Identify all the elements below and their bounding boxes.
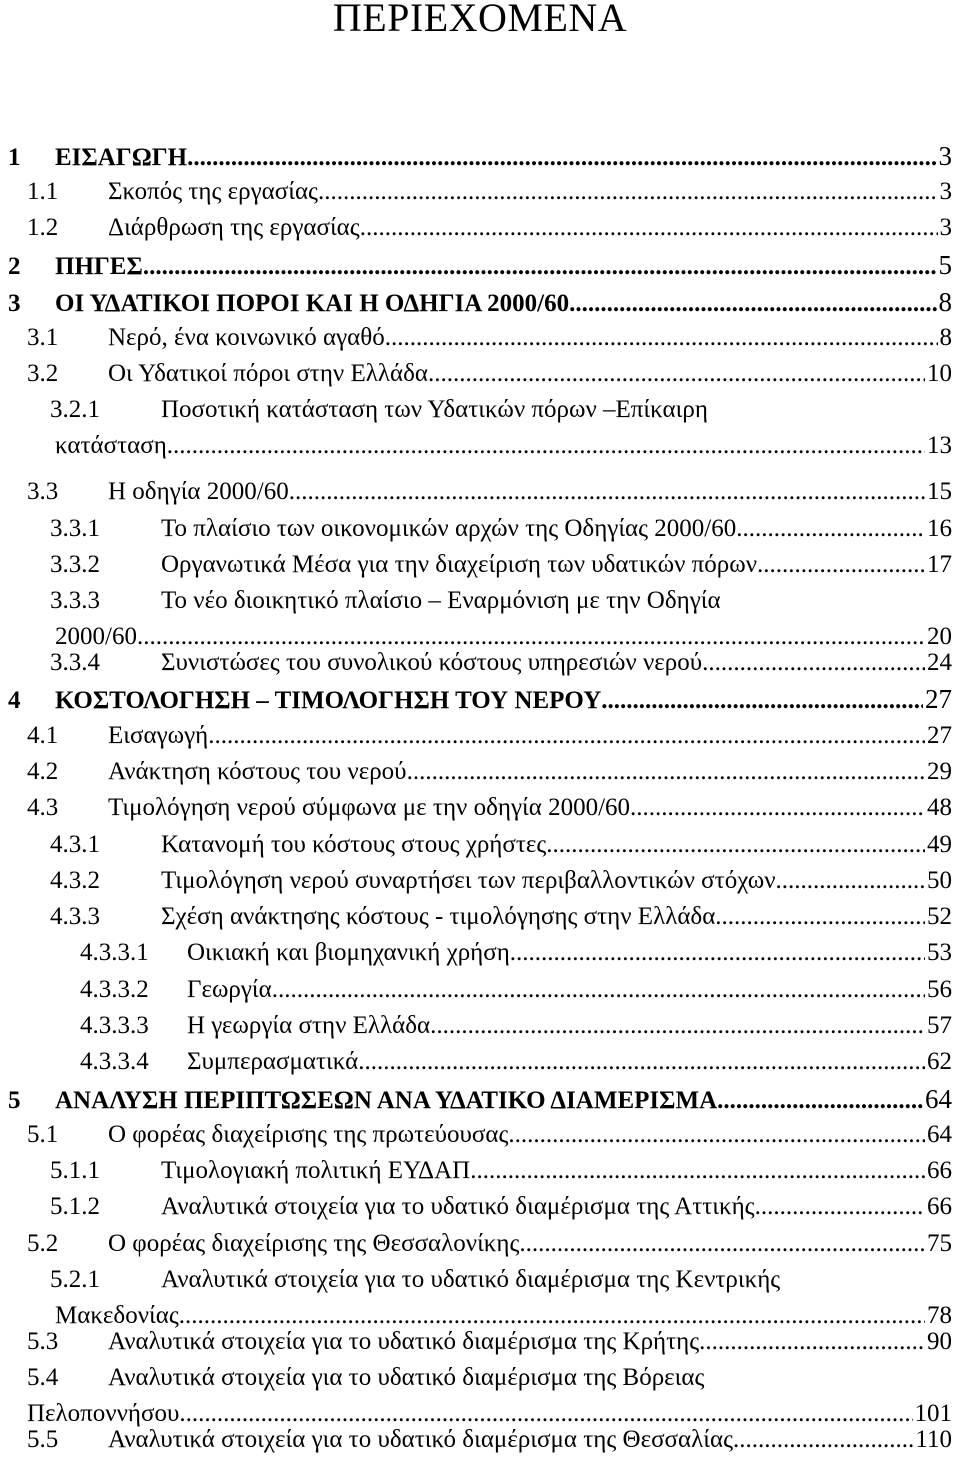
toc-entry-page-number: 50 [927,867,952,894]
toc-entry-line [27,1360,952,1396]
toc-entry-line [50,1262,952,1298]
toc-entry-line [55,428,952,464]
toc-entry-number: 5.4 [27,1364,59,1391]
toc-entry-title-continuation: Πελοποννήσου [27,1400,180,1427]
toc-entry-title: ΚΟΣΤΟΛΟΓΗΣΗ – ΤΙΜΟΛΟΓΗΣΗ ΤΟΥ ΝΕΡΟΥ [55,687,602,714]
toc-entry-page-number: 57 [927,1012,952,1039]
toc-entry-page-number: 75 [927,1230,952,1257]
toc-entry-title: Οργανωτικά Μέσα για την διαχείριση των υδατικών πόρων [161,551,758,578]
toc-entry-line [50,863,952,899]
toc-entry-page-number: 52 [927,903,952,930]
toc-entry-page-number: 66 [927,1193,952,1220]
toc-entry-number: 3 [8,290,21,317]
toc-entry-number: 5.1.1 [50,1157,100,1184]
toc-entry-line [8,681,952,717]
toc-entry-page-number: 10 [927,360,952,387]
dot-leader [272,972,925,1008]
toc-entry[interactable] [50,1189,952,1225]
dot-leader [755,1189,925,1225]
toc-entry-title-continuation: κατάσταση [55,432,167,459]
toc-entry-number: 3.3.3 [50,587,100,614]
dot-leader [717,1083,923,1119]
toc-entry[interactable] [50,547,952,583]
toc-entry-line [50,1189,952,1225]
toc-entry-title: Σκοπός της εργασίας [108,178,318,205]
toc-entry-title-continuation: 2000/60 [55,623,137,650]
toc-entry-page-number: 62 [927,1048,952,1075]
toc-entry[interactable] [27,320,952,356]
toc-entry[interactable] [80,972,952,1008]
toc-entry-line [50,827,952,863]
toc-entry[interactable] [27,1117,952,1153]
toc-entry[interactable] [50,1153,952,1189]
toc-entry-line [27,474,952,510]
toc-entry[interactable] [50,827,952,863]
toc-entry-number: 5.1.2 [50,1193,100,1220]
dot-leader [289,474,925,510]
toc-entry-line [27,1117,952,1153]
toc-entry-page-number: 53 [927,939,952,966]
dot-leader [757,547,925,583]
toc-entry-line [50,392,952,428]
toc-entry-number: 4.3 [27,794,59,821]
toc-entry[interactable] [8,138,952,174]
toc-entry-number: 4.2 [27,758,59,785]
toc-entry[interactable] [27,210,952,246]
dot-leader [569,286,936,322]
toc-entry-number: 5.1 [27,1121,59,1148]
toc-entry-line [27,790,952,826]
toc-entry[interactable] [50,392,952,464]
toc-entry-title: Γεωργία [187,976,272,1003]
page-title: ΠΕΡΙΕΧΟΜΕΝΑ [332,0,628,40]
toc-entry-page-number: 5 [938,250,952,280]
toc-entry-title: ΟΙ ΥΔΑΤΙΚΟΙ ΠΟΡΟΙ ΚΑΙ Η ΟΔΗΓΙΑ 2000/60 [55,290,570,317]
toc-entry-number: 3.1 [27,324,59,351]
toc-entry-number: 1.1 [27,178,59,205]
toc-entry-title: Τιμολόγηση νερού συναρτήσει των περιβαλλοντικών στόχων [161,867,776,894]
toc-entry-number: 4.3.2 [50,867,100,894]
toc-entry-title: Αναλυτικά στοιχεία για το υδατικό διαμέρισμα της Βόρειας [108,1364,705,1391]
toc-entry-title: Τιμολογιακή πολιτική ΕΥΔΑΠ [161,1157,471,1184]
toc-entry-title: Εισαγωγή [108,722,209,749]
toc-entry-page-number: 90 [927,1328,952,1355]
toc-entry-line [8,284,952,320]
toc-entry-line [27,174,952,210]
toc-entry-line [27,754,952,790]
toc-entry-line [8,138,952,174]
toc-entry[interactable] [50,863,952,899]
toc-entry-number: 5.2.1 [50,1266,100,1293]
toc-entry-number: 3.3 [27,478,59,505]
toc-entry-title: Η γεωργία στην Ελλάδα [187,1012,431,1039]
toc-entry-page-number: 17 [927,551,952,578]
toc-entry-number: 3.3.2 [50,551,100,578]
toc-entry-title-continuation: Μακεδονίας [55,1302,179,1329]
dot-leader [736,511,925,547]
toc-entry[interactable] [8,681,952,717]
toc-entry-title: Αναλυτικά στοιχεία για το υδατικό διαμέρισμα της Κρήτης [108,1328,700,1355]
toc-entry-number: 3.2 [27,360,59,387]
toc-entry[interactable] [50,899,952,935]
toc-entry[interactable] [50,511,952,547]
toc-entry-line [50,547,952,583]
toc-entry-page-number: 64 [927,1121,952,1148]
toc-entry-title: Τιμολόγηση νερού σύμφωνα με την οδηγία 2000/60 [108,794,631,821]
toc-entry-page-number: 27 [925,684,952,714]
dot-leader [546,827,925,863]
toc-entry-title: Η οδηγία 2000/60 [108,478,289,505]
toc-entry-number: 3.3.1 [50,515,100,542]
toc-entry-number: 4 [8,687,21,714]
toc-entry-page-number: 20 [927,623,952,650]
dot-leader [167,428,925,464]
toc-entry[interactable] [8,1081,952,1117]
toc-entry[interactable] [80,1044,952,1080]
toc-entry-page-number: 29 [927,758,952,785]
toc-entry[interactable] [27,718,952,754]
toc-entry-title: Οι Υδατικοί πόροι στην Ελλάδα [108,360,428,387]
toc-entry[interactable] [27,754,952,790]
toc-entry-title: Συμπερασματικά [187,1048,359,1075]
dot-leader [407,754,925,790]
toc-entry-line [27,1422,952,1458]
toc-entry[interactable] [27,1324,952,1360]
dot-leader [470,1153,925,1189]
toc-entry-number: 1.2 [27,214,59,241]
toc-entry-title: Νερό, ένα κοινωνικό αγαθό [108,324,385,351]
toc-entry[interactable] [27,790,952,826]
toc-entry-line [80,1044,952,1080]
toc-entry-number: 5.3 [27,1328,59,1355]
dot-leader [208,718,925,754]
toc-entry-number: 4.3.3.3 [80,1012,149,1039]
toc-entry-page-number: 49 [927,831,952,858]
dot-leader [430,1008,925,1044]
toc-entry-page-number: 13 [927,432,952,459]
toc-entry[interactable] [27,1422,952,1458]
toc-entry[interactable] [27,1226,952,1262]
toc-entry-number: 4.3.3.1 [80,939,149,966]
dot-leader [699,1324,925,1360]
toc-entry[interactable] [8,284,952,320]
toc-entry-page-number: 101 [914,1400,952,1427]
toc-entry[interactable] [27,474,952,510]
dot-leader [358,1044,925,1080]
dot-leader [519,1226,925,1262]
toc-entry-page-number: 3 [938,141,952,171]
toc-entry-title: Ο φορέας διαχείρισης της Θεσσαλονίκης [108,1230,520,1257]
toc-entry-page-number: 16 [927,515,952,542]
toc-entry-title: Αναλυτικά στοιχεία για το υδατικό διαμέρισμα της Αττικής [161,1193,755,1220]
dot-leader [428,356,925,392]
toc-entry-line [27,210,952,246]
toc-entry-number: 3.2.1 [50,396,100,423]
toc-entry-line [50,899,952,935]
dot-leader [601,683,923,719]
toc-entry-title: ΠΗΓΕΣ [55,253,143,280]
toc-entry-title: Ο φορέας διαχείρισης της πρωτεύουσας [108,1121,509,1148]
toc-entry-number: 4.3.1 [50,831,100,858]
toc-entry[interactable] [80,935,952,971]
toc-entry-page-number: 64 [925,1084,952,1114]
toc-entry-line [80,972,952,1008]
toc-entry-line [50,645,952,681]
toc-entry-page-number: 110 [915,1426,952,1453]
toc-entry-title: Ποσοτική κατάσταση των Υδατικών πόρων –Επίκαιρη [161,396,708,423]
dot-leader [733,1422,913,1458]
toc-entry-line [50,583,952,619]
toc-entry-page-number: 27 [927,722,952,749]
toc-entry-title: Διάρθρωση της εργασίας [108,214,360,241]
toc-entry-page-number: 78 [927,1302,952,1329]
dot-leader [508,1117,925,1153]
toc-entry-page-number: 3 [939,214,952,241]
toc-entry-page-number: 8 [939,324,952,351]
toc-entry-title: Συνιστώσες του συνολικού κόστους υπηρεσιών νερού [161,649,703,676]
toc-entry[interactable] [27,356,952,392]
toc-entry-page-number: 8 [938,287,952,317]
toc-entry-number: 4.3.3 [50,903,100,930]
toc-entry-page-number: 56 [927,976,952,1003]
dot-leader [187,140,936,176]
dot-leader [385,320,938,356]
toc-entry-line [27,320,952,356]
dot-leader [702,645,925,681]
toc-entry-line [27,1226,952,1262]
toc-entry-title: Αναλυτικά στοιχεία για το υδατικό διαμέρισμα της Κεντρικής [161,1266,781,1293]
toc-entry-number: 2 [8,253,21,280]
toc-entry-title: ΑΝΑΛΥΣΗ ΠΕΡΙΠΤΩΣΕΩΝ ΑΝΑ ΥΔΑΤΙΚΟ ΔΙΑΜΕΡΙΣΜΑ [55,1087,718,1114]
toc-entry-number: 4.3.3.4 [80,1048,149,1075]
toc-entry-number: 5 [8,1087,21,1114]
toc-entry-number: 1 [8,144,21,171]
toc-entry-line [27,718,952,754]
toc-entry-page-number: 15 [927,478,952,505]
toc-entry-number: 4.3.3.2 [80,976,149,1003]
toc-entry-line [27,356,952,392]
toc-entry[interactable] [80,1008,952,1044]
toc-entry[interactable] [8,247,952,283]
toc-entry-line [80,1008,952,1044]
dot-leader [715,899,925,935]
toc-entry-title: Το νέο διοικητικό πλαίσιο – Εναρμόνιση με την Οδηγία [161,587,721,614]
toc-entry[interactable] [50,645,952,681]
toc-entry-line [50,1153,952,1189]
toc-entry-line [50,511,952,547]
dot-leader [510,935,925,971]
toc-entry-line [80,935,952,971]
toc-entry-page-number: 48 [927,794,952,821]
toc-entry-number: 3.3.4 [50,649,100,676]
toc-entry-title: Κατανομή του κόστους στους χρήστες [161,831,547,858]
dot-leader [318,174,938,210]
toc-entry-title: Ανάκτηση κόστους του νερού [108,758,407,785]
dot-leader [360,210,938,246]
toc-entry-number: 5.2 [27,1230,59,1257]
toc-entry-title: Οικιακή και βιομηχανική χρήση [187,939,510,966]
toc-entry[interactable] [27,174,952,210]
toc-entry-line [27,1324,952,1360]
toc-entry-number: 5.5 [27,1426,59,1453]
toc-entry-line [8,247,952,283]
toc-entry-page-number: 24 [927,649,952,676]
toc-entry-title: Το πλαίσιο των οικονομικών αρχών της Οδηγίας 2000/60 [161,515,737,542]
toc-entry-title: Σχέση ανάκτησης κόστους - τιμολόγησης στην Ελλάδα [161,903,716,930]
toc-entry-title: ΕΙΣΑΓΩΓΗ [55,144,188,171]
toc-entry-page-number: 66 [927,1157,952,1184]
toc-entry-line [8,1081,952,1117]
dot-leader [143,249,937,285]
toc-entry-title: Αναλυτικά στοιχεία για το υδατικό διαμέρισμα της Θεσσαλίας [108,1426,733,1453]
dot-leader [776,863,925,899]
toc-entry-number: 4.1 [27,722,59,749]
dot-leader [630,790,925,826]
toc-entry-page-number: 3 [939,178,952,205]
